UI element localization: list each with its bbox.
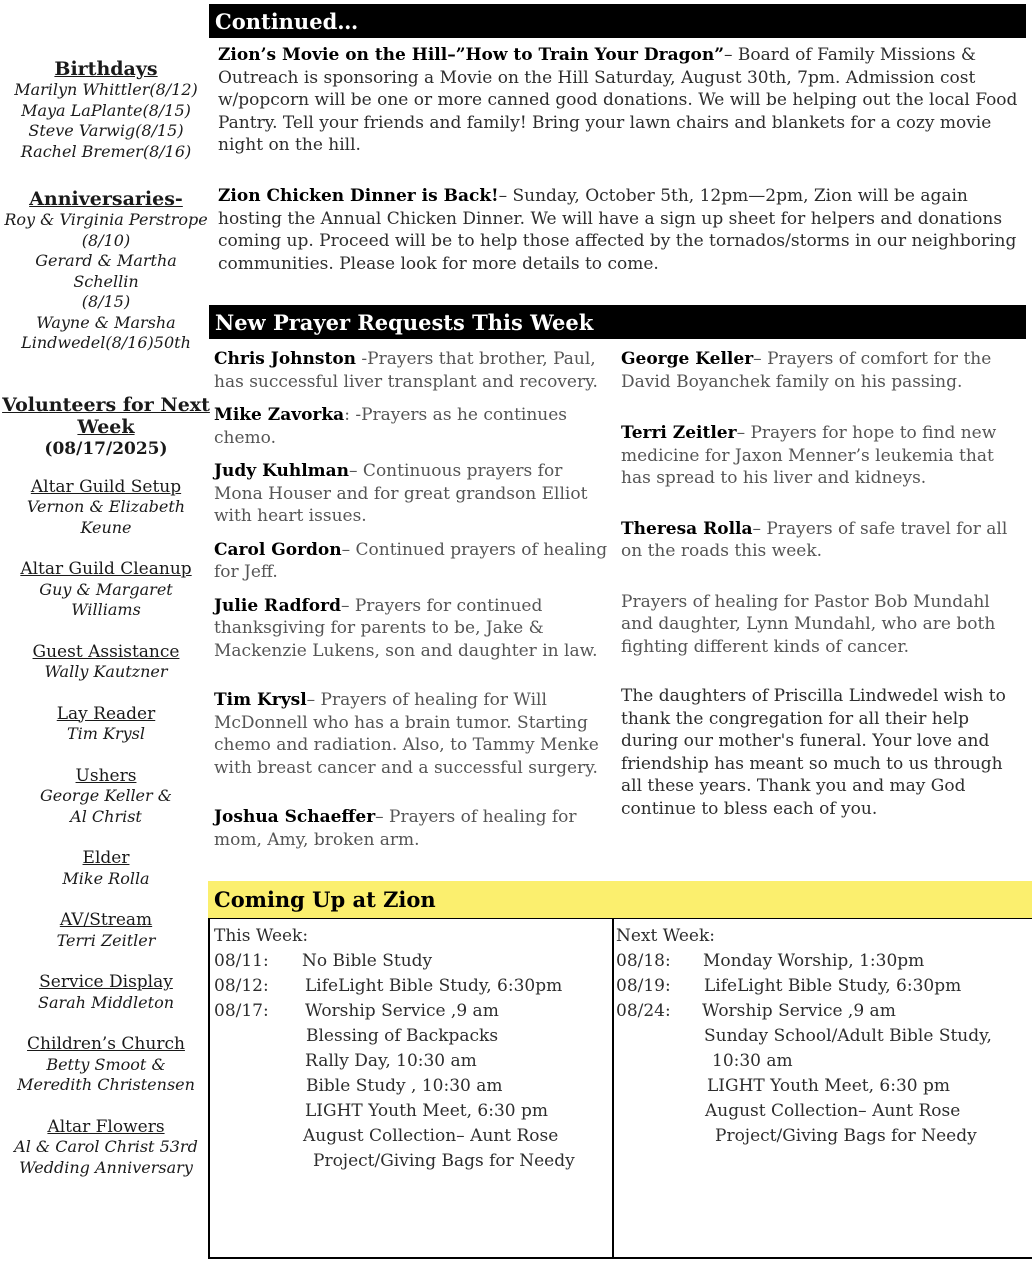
schedule-date: 08/19: [616, 976, 671, 996]
role-altar-guild-cleanup: Altar Guild Cleanup [20, 559, 192, 579]
role-person: Mike Rolla [62, 868, 150, 888]
anniversary-entry: (8/10) [81, 230, 131, 250]
requester-name: Tim Krysl [214, 690, 307, 710]
role-person: Tim Krysl [66, 724, 145, 743]
movie-announcement [218, 44, 1023, 157]
schedule-event: Sunday School/Adult Bible Study, [704, 1026, 992, 1046]
prayer-request [214, 404, 609, 449]
anniversary-entry: Roy & Virginia Perstrope [4, 210, 208, 229]
dinner-title: Zion Chicken Dinner is Back! [218, 186, 499, 206]
prayer-request [214, 595, 609, 663]
prayer-request [621, 348, 1016, 393]
role-person: Keune [80, 517, 132, 537]
role-person: Sarah Middleton [37, 992, 174, 1012]
label-text: This Week: [214, 926, 309, 946]
role-elder: Elder [82, 848, 130, 868]
schedule-event: Blessing of Backpacks [306, 1026, 499, 1046]
role-guest-assistance: Guest Assistance [32, 641, 180, 662]
schedule-event: Project/Giving Bags for Needy [715, 1126, 977, 1146]
anniversary-entry: Wayne & Marsha [36, 312, 176, 332]
schedule-event: LifeLight Bible Study, 6:30pm [704, 976, 962, 996]
requester-name: Julie Radford [214, 595, 341, 616]
role-person: Wedding Anniversary [19, 1157, 193, 1177]
request-text: – Prayers of comfort for the David Boyanchek family on his passing. [621, 349, 992, 392]
requester-name: Terri Zeitler [621, 423, 737, 443]
request-text: – Prayers for continued thanksgiving for parents to be, Jake & Mackenzie Lukens, son and daughter in law. [214, 595, 598, 661]
schedule-event: Worship Service ,9 am [305, 1001, 499, 1021]
role-person: Vernon & Elizabeth [26, 497, 186, 516]
birthday-entry: Steve Varwig(8/15) [28, 121, 184, 140]
movie-body: – Board of Family Missions & Outreach is sponsoring a Movie on the Hill Saturday, August 30th, 7pm. Admission cost w/popcorn will be one or more canned good donations. We will be helping out the local Food Pantry. Tell your friends and family! Bring your lawn chairs and blankets for a cozy movie night on the hill. [218, 45, 1018, 155]
prayer-column-left [214, 348, 609, 851]
prayer-request [214, 539, 609, 584]
request-text: Prayers of healing for Pastor Bob Mundahl and daughter, Lynn Mundahl, who are both fighting different kinds of cancer. [621, 591, 996, 657]
schedule-event: LifeLight Bible Study, 6:30pm [305, 976, 563, 996]
schedule-event: Monday Worship, 1:30pm [703, 951, 925, 971]
volunteers-date: (08/17/2025) [44, 438, 168, 459]
schedule-event: Project/Giving Bags for Needy [313, 1151, 575, 1171]
birthday-entry: Marilyn Whittler(8/12) [14, 80, 198, 99]
volunteers-heading: Volunteers for Next [2, 393, 210, 416]
request-text: – Prayers of safe travel for all on the roads this week. [621, 518, 1008, 561]
role-person: Wally Kautzner [44, 662, 168, 681]
schedule-event: Bible Study , 10:30 am [306, 1076, 503, 1096]
anniversary-entry: Lindwedel(8/16)50th [21, 333, 191, 352]
role-person: Betty Smoot & [46, 1054, 166, 1074]
prayer-request [621, 591, 1016, 659]
request-text: -Prayers that brother, Paul, has successful liver transplant and recovery. [214, 349, 598, 392]
anniversary-entry: Gerard & Martha Schellin [35, 251, 177, 291]
requester-name: Theresa Rolla [621, 518, 753, 539]
schedule-event: Rally Day, 10:30 am [305, 1051, 477, 1071]
schedule-date: 08/17: [214, 1001, 269, 1021]
prayer-request [214, 348, 609, 393]
birthdays-heading: Birthdays [54, 58, 158, 80]
request-text: – Prayers for hope to find new medicine for Jaxon Menner’s leukemia that has spread to his liver and kidneys. [621, 423, 997, 488]
thank-you-note [621, 685, 1016, 820]
request-text: – Prayers of healing for mom, Amy, broken arm. [214, 807, 577, 850]
birthday-entry: Maya LaPlante(8/15) [21, 100, 191, 120]
role-childrens-church: Children’s Church [27, 1034, 185, 1054]
role-lay-reader: Lay Reader [56, 703, 156, 724]
requester-name: Carol Gordon [214, 539, 342, 560]
role-person: Guy & Margaret [39, 579, 173, 599]
request-text: – Continuous prayers for Mona Houser and for great grandson Elliot with heart issues. [214, 461, 588, 526]
role-altar-flowers: Altar Flowers [47, 1116, 165, 1137]
schedule-date: 08/12: [214, 976, 269, 996]
role-person: Terri Zeitler [56, 930, 156, 950]
coming-up-heading: Coming Up at Zion [208, 881, 1032, 918]
dinner-announcement [218, 185, 1023, 275]
role-av-stream: AV/Stream [59, 910, 153, 930]
schedule-event: LIGHT Youth Meet, 6:30 pm [707, 1076, 951, 1096]
volunteers-heading-line2: Week [77, 415, 135, 438]
schedule-event: LIGHT Youth Meet, 6:30 pm [305, 1101, 549, 1121]
role-ushers: Ushers [75, 765, 137, 786]
schedule-event: 10:30 am [712, 1051, 793, 1071]
prayer-request [214, 460, 609, 528]
prayer-column-right [621, 348, 1016, 820]
prayer-request [621, 518, 1016, 563]
schedule-date: 08/18: [616, 951, 671, 971]
prayer-heading: New Prayer Requests This Week [209, 305, 1026, 339]
role-person: Williams [71, 600, 141, 619]
requester-name: Chris Johnston [214, 349, 357, 369]
anniversaries-heading: Anniversaries- [29, 188, 183, 210]
prayer-request [214, 689, 609, 779]
role-person: Al & Carol Christ 53rd [14, 1137, 198, 1156]
role-person: Al Christ [70, 806, 142, 826]
requester-name: Joshua Schaeffer [214, 807, 376, 827]
role-person: George Keller & [40, 786, 172, 805]
request-text: – Prayers of healing for Will McDonnell who has a brain tumor. Starting chemo and radiation. Also, to Tammy Menke with breast cancer and a successful surgery. [214, 690, 599, 778]
request-text: : -Prayers as he continues chemo. [214, 405, 568, 448]
role-person: Meredith Christensen [17, 1075, 195, 1094]
schedule-date: 08/11: [214, 951, 269, 971]
schedule-divider [612, 919, 614, 1257]
birthday-entry: Rachel Bremer(8/16) [20, 141, 192, 161]
requester-name: George Keller [621, 349, 754, 369]
schedule-event: August Collection– Aunt Rose [705, 1101, 961, 1121]
prayer-request [621, 422, 1016, 490]
schedule-date: 08/24: [616, 1001, 671, 1021]
sidebar [0, 58, 212, 1178]
prayer-request [214, 806, 609, 851]
schedule-event: Worship Service ,9 am [702, 1001, 896, 1021]
schedule-event: No Bible Study [302, 951, 433, 971]
dinner-body: – Sunday, October 5th, 12pm—2pm, Zion will be again hosting the Annual Chicken Dinner. We will have a sign up sheet for helpers and donations coming up. Proceed will be to help those affected by the tornados/storms in our neighboring communities. Please look for more details to come. [218, 186, 1017, 274]
thank-you-text: The daughters of Priscilla Lindwedel wish to thank the congregation for all their help during our mother's funeral. Your love and friendship has meant so much to us through all these years. Thank you and may God continue to bless each of you. [621, 686, 1006, 819]
movie-title: Zion’s Movie on the Hill–”How to Train Your Dragon” [218, 45, 724, 65]
schedule-event: August Collection– Aunt Rose [303, 1126, 559, 1146]
anniversary-entry: (8/15) [81, 292, 131, 311]
label-text: Next Week: [616, 926, 715, 946]
role-service-display: Service Display [39, 972, 173, 992]
request-text: – Continued prayers of healing for Jeff. [214, 539, 608, 582]
requester-name: Judy Kuhlman [214, 461, 350, 481]
continued-heading: Continued… [209, 4, 1026, 38]
role-altar-guild-setup: Altar Guild Setup [30, 476, 182, 497]
requester-name: Mike Zavorka [214, 405, 345, 425]
